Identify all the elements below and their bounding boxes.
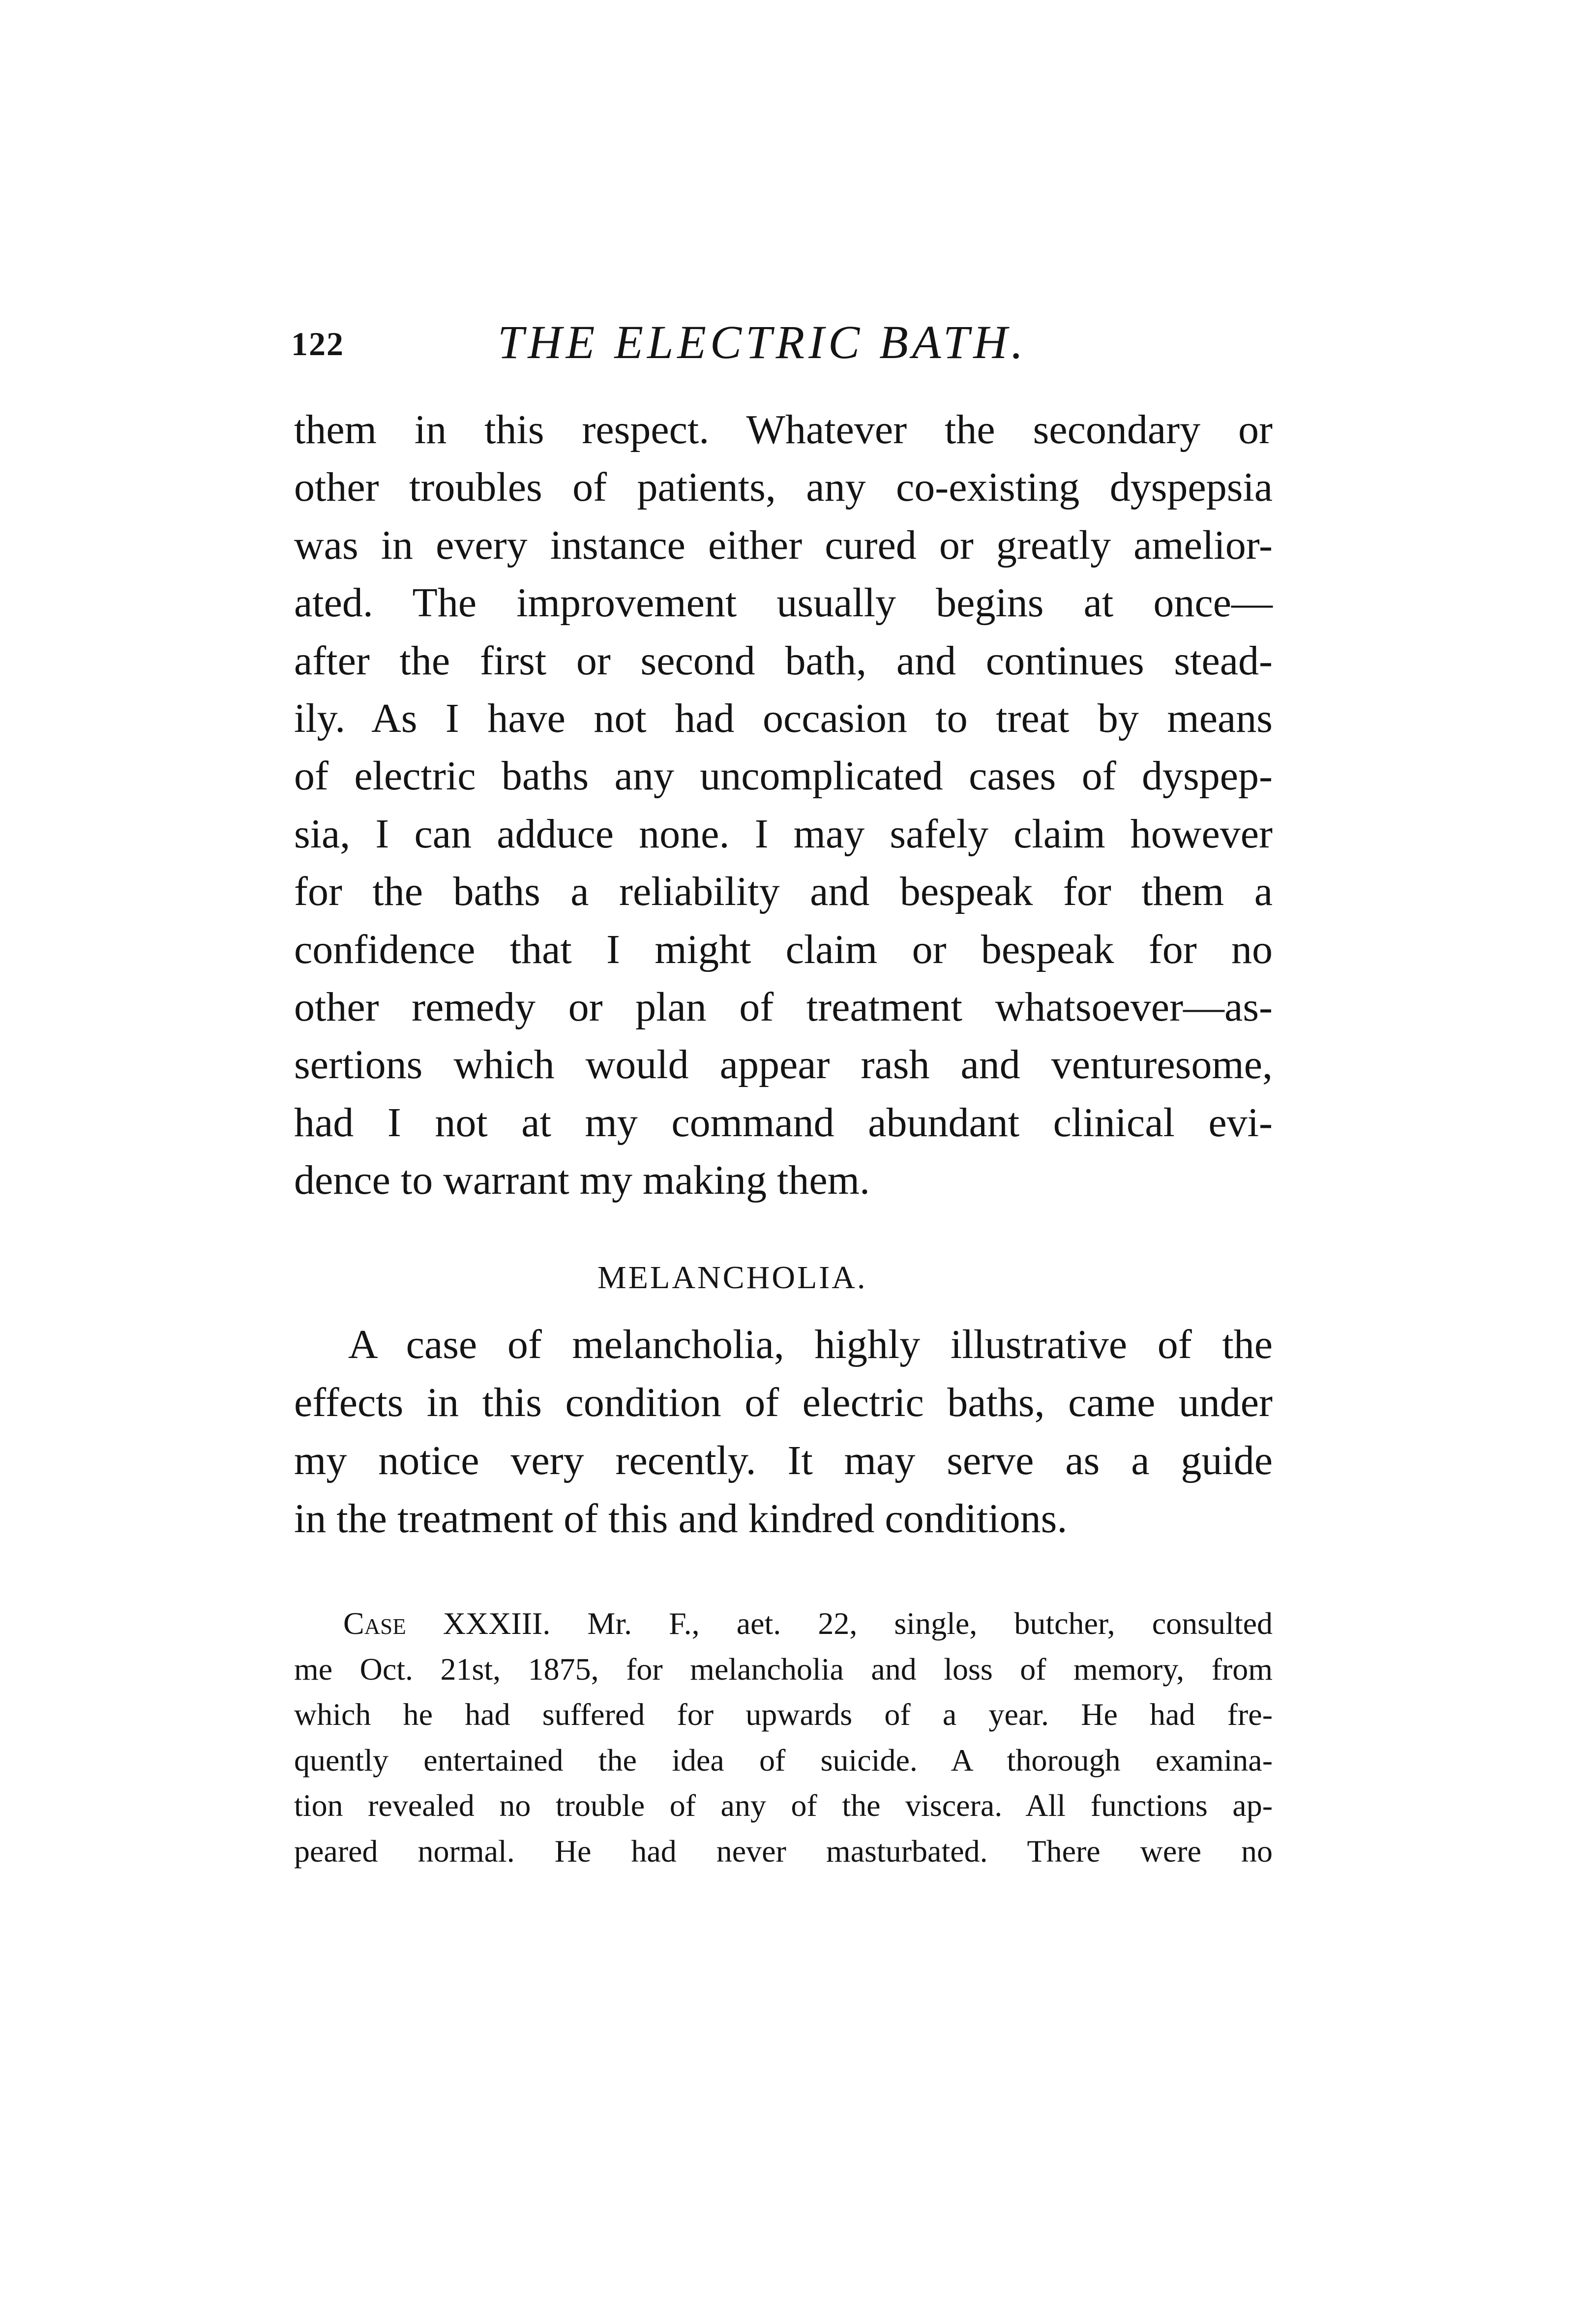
text-line: ily. As I have not had occasion to treat by means [294,695,1273,742]
text-line: for the baths a reliability and bespeak for them a [294,869,1273,915]
text-line: which he had suffered for upwards of a year. He had fre- [294,1697,1273,1732]
case-report [294,1601,1273,1874]
text-line: effects in this condition of electric baths, came under [294,1380,1273,1425]
page-header [291,315,1275,379]
section-heading: MELANCHOLIA. [597,1260,867,1296]
text-line: quently entertained the idea of suicide. A thorough examina- [294,1742,1273,1778]
paragraph-dyspepsia [294,401,1273,1209]
text-line: my notice very recently. It may serve as a guide [294,1438,1273,1483]
page-number: 122 [291,325,344,362]
text-line: of electric baths any uncomplicated cases of dyspep- [294,753,1273,799]
text-line: tion revealed no trouble of any of the viscera. All functions ap- [294,1788,1273,1823]
running-title: THE ELECTRIC BATH. [498,316,1027,368]
text-line: had I not at my command abundant clinical evi- [294,1099,1273,1146]
text-line: other troubles of patients, any co-existing dyspepsia [294,464,1273,511]
text-line: was in every instance either cured or greatly amelior- [294,522,1273,568]
case-label: Case XXXIII. [343,1606,551,1641]
text-line: them in this respect. Whatever the secondary or [294,407,1273,453]
text-line: confidence that I might claim or bespeak for no [294,926,1273,972]
text-line: sia, I can adduce none. I may safely claim however [294,811,1273,857]
text-line: ated. The improvement usually begins at once— [294,580,1273,626]
paragraph-melancholia [294,1316,1273,1548]
text-fragment: Mr. F., aet. 22, single, butcher, consulted [587,1606,1273,1641]
text-line: me Oct. 21st, 1875, for melancholia and loss of memory, from [294,1651,1273,1687]
text-line: other remedy or plan of treatment whatsoever—as- [294,984,1273,1030]
text-line: peared normal. He had never masturbated. There were no [294,1833,1273,1869]
case-first-line [294,1601,1273,1647]
text-line: in the treatment of this and kindred conditions. [294,1496,1068,1541]
text-line: sertions which would appear rash and venturesome, [294,1042,1273,1088]
text-line: dence to warrant my making them. [294,1157,870,1204]
text-line: after the first or second bath, and continues stead- [294,637,1273,684]
text-line: A case of melancholia, highly illustrative of the [348,1322,1273,1367]
